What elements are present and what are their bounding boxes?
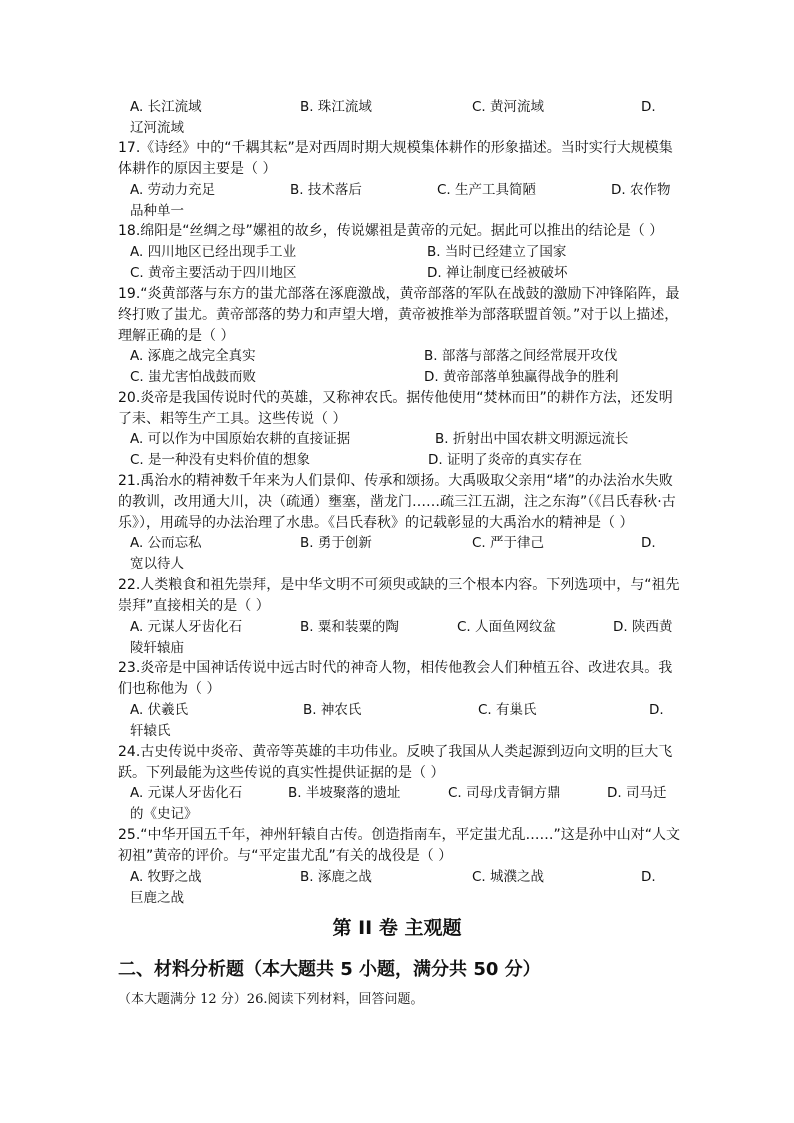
q17-option-b: B. 技术落后 [290, 182, 362, 198]
q22-option-a: A. 元谋人牙齿化石 [130, 619, 243, 635]
q23-stem-line: 们也称他为（ ） [118, 681, 221, 697]
q19-option-b: B. 部落与部落之间经常展开攻伐 [424, 348, 618, 364]
q19-stem-line: 19.“炎黄部落与东方的蚩尤部落在涿鹿激战，黄帝部落的军队在战鼓的激励下冲锋陷阵，最 [118, 286, 680, 302]
q24-option-b: B. 半坡聚落的遗址 [288, 785, 401, 801]
q24-stem-line: 24.古史传说中炎帝、黄帝等英雄的丰功伟业。反映了我国从人类起源到迈向文明的巨大飞 [118, 744, 673, 760]
q24-stem-line: 跃。下列最能为这些传说的真实性提供证据的是（ ） [118, 765, 445, 781]
q17-stem-line: 体耕作的原因主要是（ ） [118, 161, 277, 177]
q17-option-a: A. 劳动力充足 [130, 182, 216, 198]
q23-stem-line: 23.炎帝是中国神话传说中远古时代的神奇人物，相传他教会人们种植五谷、改进农具。我 [118, 660, 673, 676]
q25-stem-line: 25.“中华开国五千年，神州轩辕自古传。创造指南车，平定蚩尤乱……”这是孙中山对“人文 [118, 827, 681, 843]
q20-stem-line: 了耒、耜等生产工具。这些传说（ ） [118, 411, 347, 427]
q25-option-d: D. [641, 869, 656, 885]
q24-option-a: A. 元谋人牙齿化石 [130, 785, 243, 801]
q24-option-d-text: 的《史记》 [130, 806, 198, 822]
question-26-intro: （本大题满分 12 分）26.阅读下列材料，回答问题。 [118, 992, 424, 1007]
q20-stem-line: 20.炎帝是我国传说时代的英雄，又称神农氏。据传他使用“焚林而田”的耕作方法，还发明 [118, 390, 673, 406]
q25-stem-line: 初祖”黄帝的评价。与“平定蚩尤乱”有关的战役是（ ） [118, 848, 453, 864]
q20-option-b: B. 折射出中国农耕文明源远流长 [435, 431, 629, 447]
q17-option-c: C. 生产工具简陋 [437, 182, 537, 198]
q18-option-c: C. 黄帝主要活动于四川地区 [130, 265, 297, 281]
q19-option-a: A. 涿鹿之战完全真实 [130, 348, 256, 364]
q23-option-d-text: 轩辕氏 [130, 723, 171, 739]
q23-option-b: B. 神农氏 [303, 702, 362, 718]
section-title: 第 II 卷 主观题 [332, 917, 462, 939]
q18-option-d: D. 禅让制度已经被破坏 [427, 265, 568, 281]
q24-option-c: C. 司母戊青铜方鼎 [448, 785, 561, 801]
q16-option-d: D. [641, 99, 656, 115]
q16-option-d-text: 辽河流域 [130, 120, 184, 136]
q19-option-c: C. 蚩尤害怕战鼓而败 [130, 369, 257, 385]
q21-stem-line: 乐》），用疏导的办法治理了水患。《吕氏春秋》的记载彰显的大禹治水的精神是（ ） [118, 515, 634, 531]
q19-stem-line: 理解正确的是（ ） [118, 328, 235, 344]
q22-option-d-text: 陵轩辕庙 [130, 640, 184, 656]
q23-option-c: C. 有巢氏 [478, 702, 537, 718]
q21-option-b: B. 勇于创新 [300, 535, 372, 551]
q22-stem-line: 22.人类粮食和祖先崇拜，是中华文明不可须臾或缺的三个根本内容。下列选项中，与“祖先 [118, 577, 680, 593]
q21-option-c: C. 严于律己 [472, 535, 545, 551]
q20-option-d: D. 证明了炎帝的真实存在 [428, 452, 582, 468]
q23-option-a: A. 伏羲氏 [130, 702, 189, 718]
q23-option-d: D. [649, 702, 664, 718]
q25-option-c: C. 城濮之战 [472, 869, 545, 885]
q22-option-d: D. 陕西黄 [613, 619, 673, 635]
q21-option-d-text: 宽以待人 [130, 556, 184, 572]
q21-option-a: A. 公而忘私 [130, 535, 202, 551]
q21-stem-line: 的教训，改用通大川，决（疏通）壅塞，凿龙门……疏三江五湖，注之东海”（《吕氏春秋·古 [118, 494, 676, 510]
q16-option-c: C. 黄河流域 [472, 99, 545, 115]
q22-option-c: C. 人面鱼网纹盆 [457, 619, 557, 635]
q19-stem-line: 终打败了蚩尤。黄帝部落的势力和声望大增，黄帝被推举为部落联盟首领。”对于以上描述， [118, 307, 679, 323]
q17-option-d-text: 品种单一 [130, 203, 184, 219]
q22-stem-line: 崇拜”直接相关的是（ ） [118, 598, 270, 614]
section-subtitle: 二、材料分析题（本大题共 5 小题，满分共 50 分） [118, 959, 541, 980]
q18-option-a: A. 四川地区已经出现手工业 [130, 244, 297, 260]
q25-option-d-text: 巨鹿之战 [130, 890, 184, 906]
q16-option-a: A. 长江流域 [130, 99, 202, 115]
q25-option-b: B. 涿鹿之战 [300, 869, 372, 885]
q19-option-d: D. 黄帝部落单独赢得战争的胜利 [424, 369, 619, 385]
q17-option-d: D. 农作物 [611, 182, 671, 198]
q18-stem-line: 18.绵阳是“丝绸之母”嫘祖的故乡，传说嫘祖是黄帝的元妃。据此可以推出的结论是（ ） [118, 223, 664, 239]
q20-option-c: C. 是一种没有史料价值的想象 [130, 452, 311, 468]
q20-option-a: A. 可以作为中国原始农耕的直接证据 [130, 431, 351, 447]
q22-option-b: B. 粟和装粟的陶 [300, 619, 399, 635]
q18-option-b: B. 当时已经建立了国家 [427, 244, 567, 260]
q25-option-a: A. 牧野之战 [130, 869, 202, 885]
q21-option-d: D. [641, 535, 656, 551]
q24-option-d: D. 司马迁 [607, 785, 667, 801]
q17-stem-line: 17.《诗经》中的“千耦其耘”是对西周时期大规模集体耕作的形象描述。当时实行大规模集 [118, 140, 673, 156]
q16-option-b: B. 珠江流域 [300, 99, 372, 115]
q21-stem-line: 21.禹治水的精神数千年来为人们景仰、传承和颂扬。大禹吸取父亲用“堵”的办法治水失败 [118, 473, 673, 489]
